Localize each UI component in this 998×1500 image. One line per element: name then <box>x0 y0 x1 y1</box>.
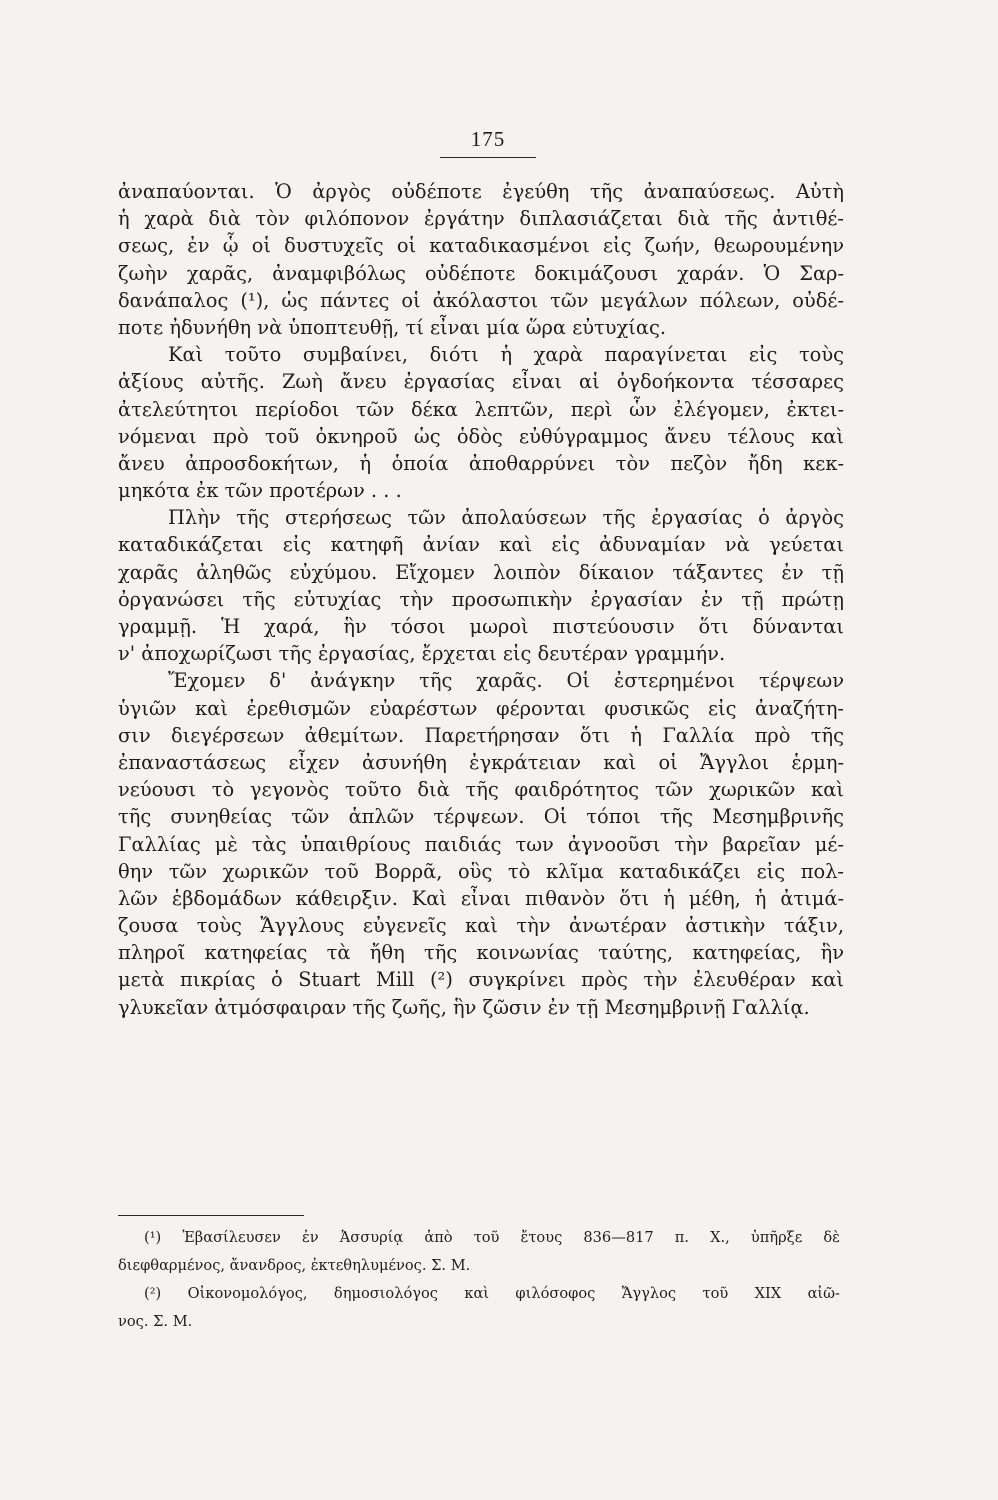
text-line-20: ὑγιῶν καὶ ἐρεθισμῶν εὐαρέστων φέρονται φυσικῶς εἰς ἀναζήτη- <box>118 696 844 720</box>
footnote-1-line-1: (¹) Ἐβασίλευσεν ἐν Ἀσσυρίᾳ ἀπὸ τοῦ ἔτους 836—817 π. Χ., ὑπῆρξε δὲ <box>144 1229 840 1246</box>
text-line-28: ζουσα τοὺς Ἄγγλους εὐγενεῖς καὶ τὴν ἀνωτέραν ἀστικὴν τάξιν, <box>118 914 844 938</box>
text-line-6: ποτε ἠδυνήθη νὰ ὑποπτευθῇ, τί εἶναι μία ὥρα εὐτυχίας. <box>118 315 667 339</box>
text-line-11: ἄνευ ἀπροσδοκήτων, ἡ ὁποία ἀποθαρρύνει τὸν πεζὸν ἤδη κεκ- <box>118 451 844 475</box>
text-line-31: γλυκεῖαν ἀτμόσφαιραν τῆς ζωῆς, ἣν ζῶσιν ἐν τῇ Μεσημβρινῇ Γαλλίᾳ. <box>118 995 810 1019</box>
text-line-2: ἡ χαρὰ διὰ τὸν φιλόπονον ἐργάτην διπλασιάζεται διὰ τῆς ἀντιθέ- <box>118 207 844 231</box>
footnote-2-line-2: νος. Σ. Μ. <box>118 1313 193 1330</box>
text-line-15: χαρᾶς ἀληθῶς εὐχύμου. Εἴχομεν λοιπὸν δίκαιον τάξαντες ἐν τῇ <box>118 560 844 584</box>
page-number: 175 <box>470 127 506 151</box>
text-line-3: σεως, ἐν ᾧ οἱ δυστυχεῖς οἱ καταδικασμένοι εἰς ζωήν, θεωρουμένην <box>118 234 844 258</box>
text-line-22: ἐπαναστάσεως εἶχεν ἀσυνήθη ἐγκράτειαν καὶ οἱ Ἄγγλοι ἑρμη- <box>118 750 844 774</box>
text-line-1: ἀναπαύονται. Ὁ ἀργὸς οὐδέποτε ἐγεύθη τῆς ἀναπαύσεως. Αὐτὴ <box>118 180 844 203</box>
text-line-27: λῶν ἑβδομάδων κάθειρξιν. Καὶ εἶναι πιθανὸν ὅτι ἡ μέθη, ἡ ἀτιμά- <box>118 886 844 910</box>
text-line-29: πληροῖ κατηφείας τὰ ἤθη τῆς κοινωνίας ταύτης, κατηφείας, ἣν <box>118 941 844 965</box>
text-line-30: μετὰ πικρίας ὁ Stuart Mill (²) συγκρίνει πρὸς τὴν ἐλευθέραν καὶ <box>118 968 844 992</box>
footnote-1-line-2: διεφθαρμένος, ἄνανδρος, ἐκτεθηλυμένος. Σ. Μ. <box>118 1257 471 1274</box>
text-line-4: ζωὴν χαρᾶς, ἀναμφιβόλως οὐδέποτε δοκιμάζουσι χαράν. Ὁ Σαρ- <box>118 261 844 285</box>
footnotes <box>118 1224 840 1336</box>
text-line-19: Ἔχομεν δ' ἀνάγκην τῆς χαρᾶς. Οἱ ἐστερημένοι τέρψεων <box>168 669 844 693</box>
text-line-21: σιν διεγέρσεων ἀθεμίτων. Παρετήρησαν ὅτι ἡ Γαλλία πρὸ τῆς <box>118 723 844 747</box>
text-line-24: τῆς συνηθείας τῶν ἁπλῶν τέρψεων. Οἱ τόποι τῆς Μεσημβρινῆς <box>118 805 844 829</box>
text-line-13: Πλὴν τῆς στερήσεως τῶν ἀπολαύσεων τῆς ἐργασίας ὁ ἀργὸς <box>168 506 844 530</box>
text-line-10: νόμεναι πρὸ τοῦ ὀκνηροῦ ὡς ὁδὸς εὐθύγραμμος ἄνευ τέλους καὶ <box>118 424 844 448</box>
text-line-5: δανάπαλος (¹), ὡς πάντες οἱ ἀκόλαστοι τῶν μεγάλων πόλεων, οὐδέ- <box>118 288 844 312</box>
footnote-rule <box>118 1215 304 1216</box>
text-line-14: καταδικάζεται εἰς κατηφῆ ἀνίαν καὶ εἰς ἀδυναμίαν νὰ γεύεται <box>118 533 844 557</box>
text-line-8: ἀξίους αὐτῆς. Ζωὴ ἄνευ ἐργασίας εἶναι αἱ ὀγδοήκοντα τέσσαρες <box>118 370 844 394</box>
text-line-17: γραμμῇ. Ἡ χαρά, ἣν τόσοι μωροὶ πιστεύουσιν ὅτι δύνανται <box>118 615 844 638</box>
text-line-23: νεύουσι τὸ γεγονὸς τοῦτο διὰ τῆς φαιδρότητος τῶν χωρικῶν καὶ <box>118 778 844 802</box>
text-line-16: ὀργανώσει τῆς εὐτυχίας τὴν προσωπικὴν ἐργασίαν ἐν τῇ πρώτῃ <box>118 587 844 611</box>
footnote-2-line-1: (²) Οἰκονομολόγος, δημοσιολόγος καὶ φιλόσοφος Ἄγγλος τοῦ XIX αἰῶ- <box>144 1285 840 1302</box>
page-number-rule <box>440 157 536 158</box>
text-line-9: ἀτελεύτητοι περίοδοι τῶν δέκα λεπτῶν, περὶ ὧν ἐλέγομεν, ἐκτει- <box>118 397 844 421</box>
text-line-25: Γαλλίας μὲ τὰς ὑπαιθρίους παιδιάς των ἀγνοοῦσι τὴν βαρεῖαν μέ- <box>118 832 844 856</box>
text-line-18: ν' ἀποχωρίζωσι τῆς ἐργασίας, ἔρχεται εἰς δευτέραν γραμμήν. <box>118 642 726 666</box>
body-text <box>118 178 844 1021</box>
text-line-12: μηκότα ἐκ τῶν προτέρων . . . <box>118 479 402 503</box>
text-line-7: Καὶ τοῦτο συμβαίνει, διότι ἡ χαρὰ παραγίνεται εἰς τοὺς <box>168 343 844 367</box>
text-line-26: θην τῶν χωρικῶν τοῦ Βορρᾶ, οὓς τὸ κλῖμα καταδικάζει εἰς πολ- <box>118 859 844 883</box>
